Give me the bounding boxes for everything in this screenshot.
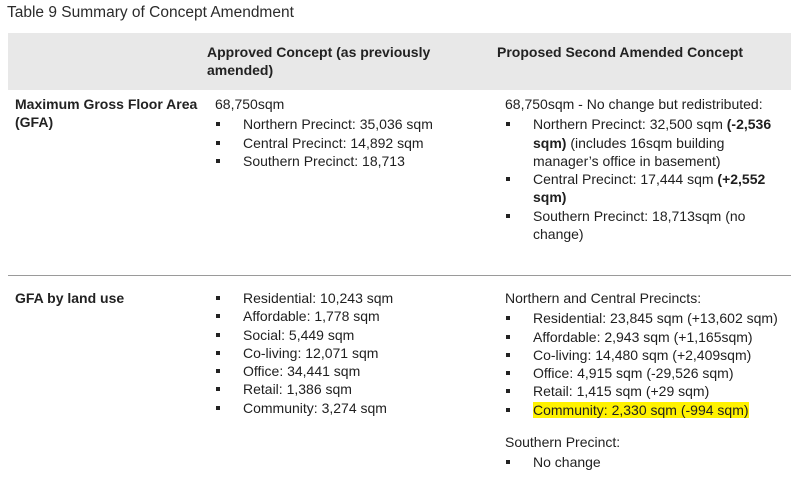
list-item-highlighted <box>505 401 785 419</box>
list-item: Co-living: 14,480 sqm (+2,409sqm) <box>505 346 785 364</box>
list-item: No change <box>505 453 785 471</box>
table-header-row <box>8 33 791 90</box>
southern-precinct-heading: Southern Precinct: <box>505 434 621 451</box>
list-item: Residential: 10,243 sqm <box>215 289 485 307</box>
list-item: Retail: 1,386 sqm <box>215 380 485 398</box>
approved-max-gfa-total: 68,750sqm <box>215 96 285 112</box>
list-item: Affordable: 1,778 sqm <box>215 307 485 325</box>
list-item <box>505 115 785 170</box>
list-item: Social: 5,449 sqm <box>215 326 485 344</box>
list-item: Retail: 1,415 sqm (+29 sqm) <box>505 382 785 400</box>
row-divider <box>8 275 791 276</box>
list-item: Office: 4,915 sqm (-29,526 sqm) <box>505 364 785 382</box>
approved-max-gfa-cell <box>215 95 485 170</box>
proposed-max-gfa-total: 68,750sqm - No change but redistributed: <box>505 96 763 112</box>
row-label-max-gfa: Maximum Gross Floor Area (GFA) <box>15 96 198 131</box>
list-item: Central Precinct: 14,892 sqm <box>215 134 485 152</box>
proposed-land-use-cell <box>505 289 785 472</box>
header-approved-concept: Approved Concept (as previously amended) <box>207 44 431 78</box>
item-text: Northern Precinct: 32,500 sqm <box>533 116 727 133</box>
southern-precinct-list <box>505 453 785 471</box>
approved-max-gfa-list <box>215 115 485 170</box>
item-change: (-2,536 sqm) <box>533 116 772 151</box>
item-text: Central Precinct: 17,444 sqm <box>533 171 718 188</box>
row-label-gfa-by-land-use: GFA by land use <box>15 290 125 306</box>
list-item: Office: 34,441 sqm <box>215 362 485 380</box>
list-item: Residential: 23,845 sqm (+13,602 sqm) <box>505 309 785 327</box>
highlight-mark: Community: 2,330 sqm (-994 sqm) <box>533 401 749 418</box>
item-change: (+2,552 sqm) <box>533 171 766 206</box>
list-item <box>505 207 785 244</box>
northern-central-heading: Northern and Central Precincts: <box>505 290 702 306</box>
proposed-max-gfa-list <box>505 115 785 243</box>
approved-land-use-list <box>215 289 485 417</box>
list-item: Co-living: 12,071 sqm <box>215 344 485 362</box>
proposed-max-gfa-cell <box>505 95 785 243</box>
table-caption: Table 9 Summary of Concept Amendment <box>7 4 294 21</box>
proposed-land-use-list <box>505 309 785 419</box>
list-item: Northern Precinct: 35,036 sqm <box>215 115 485 133</box>
list-item: Community: 3,274 sqm <box>215 399 485 417</box>
list-item: Southern Precinct: 18,713 <box>215 152 485 170</box>
item-note: (includes 16sqm building manager’s office in basement) <box>533 134 725 169</box>
list-item <box>505 170 785 207</box>
item-text: Southern Precinct: 18,713sqm (no change) <box>533 207 746 243</box>
list-item: Affordable: 2,943 sqm (+1,165sqm) <box>505 328 785 346</box>
header-proposed-concept: Proposed Second Amended Concept <box>497 44 744 60</box>
concept-amendment-table <box>8 33 791 503</box>
approved-land-use-cell <box>215 289 485 417</box>
